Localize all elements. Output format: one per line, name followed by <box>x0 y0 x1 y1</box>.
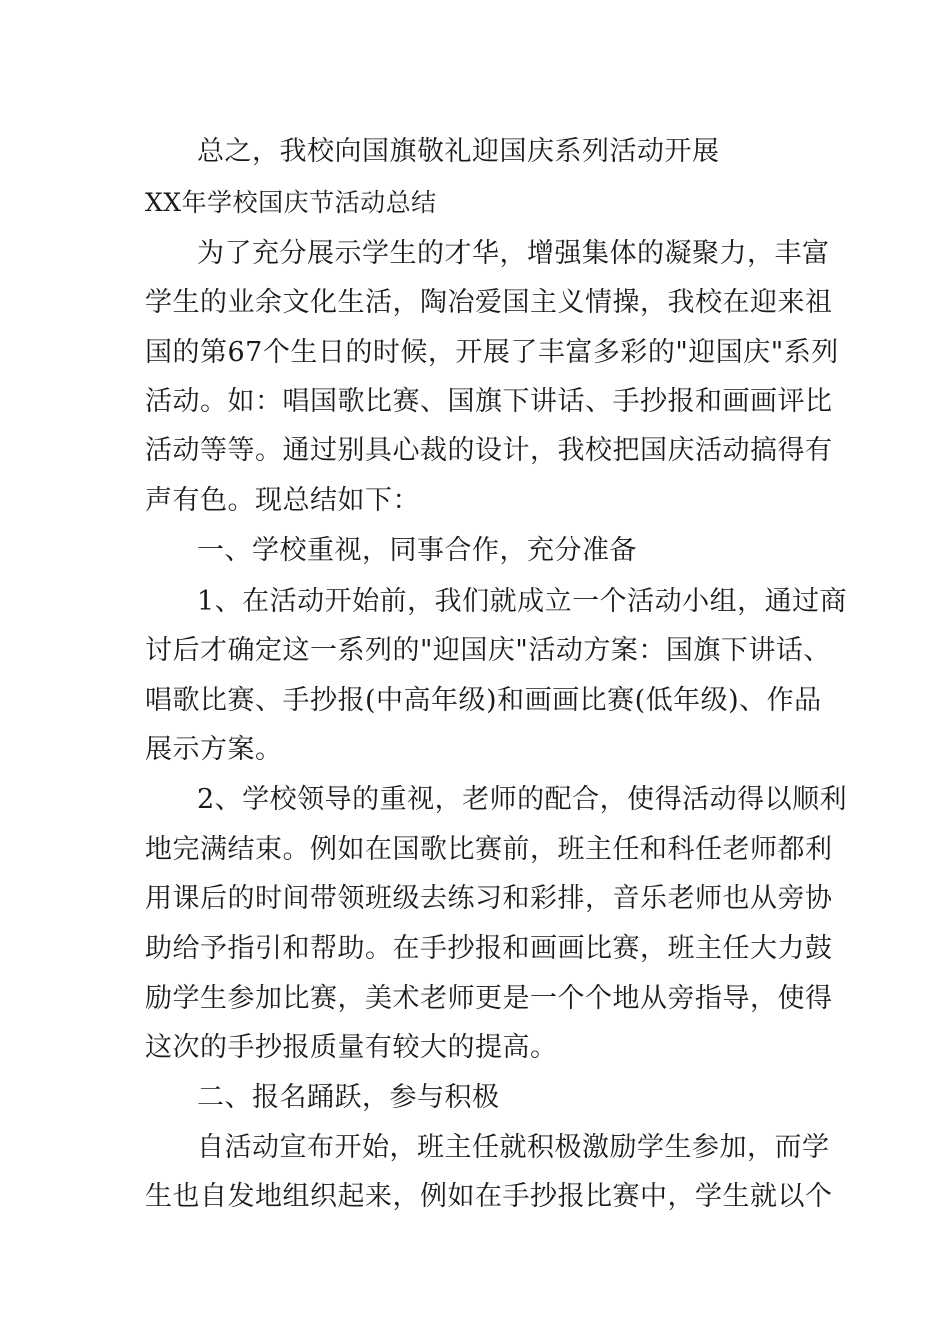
paragraph-line: 生也自发地组织起来，例如在手抄报比赛中，学生就以个 <box>145 1181 833 1212</box>
paragraph-line: 为了充分展示学生的才华，增强集体的凝聚力，丰富 <box>197 238 830 269</box>
paragraph-line: 助给予指引和帮助。在手抄报和画画比赛，班主任大力鼓 <box>145 933 833 964</box>
paragraph-line: 学生的业余文化生活，陶冶爱国主义情操，我校在迎来祖 <box>145 287 833 318</box>
paragraph-line: 这次的手抄报质量有较大的提高。 <box>145 1032 558 1063</box>
paragraph-line: 自活动宣布开始，班主任就积极激励学生参加，而学 <box>197 1132 830 1163</box>
paragraph-line: 展示方案。 <box>145 734 283 765</box>
paragraph-line: 总之，我校向国旗敬礼迎国庆系列活动开展 <box>197 136 720 167</box>
paragraph-line: 声有色。现总结如下： <box>145 485 420 516</box>
paragraph-line: 讨后才确定这一系列的"迎国庆"活动方案：国旗下讲话、 <box>145 635 831 666</box>
section-heading: 一、学校重视，同事合作，充分准备 <box>197 535 637 566</box>
paragraph-line: 2、学校领导的重视，老师的配合，使得活动得以顺利 <box>197 784 848 815</box>
paragraph-line: 活动等等。通过别具心裁的设计，我校把国庆活动搞得有 <box>145 435 833 466</box>
paragraph-line: 地完满结束。例如在国歌比赛前，班主任和科任老师都利 <box>145 834 833 865</box>
paragraph-line: 励学生参加比赛，美术老师更是一个个地从旁指导，使得 <box>145 983 833 1014</box>
paragraph-line: 用课后的时间带领班级去练习和彩排，音乐老师也从旁协 <box>145 883 833 914</box>
document-title: XX年学校国庆节活动总结 <box>145 188 437 217</box>
paragraph-line: 国的第67个生日的时候，开展了丰富多彩的"迎国庆"系列 <box>145 337 839 368</box>
paragraph-line: 唱歌比赛、手抄报(中高年级)和画画比赛(低年级)、作品 <box>145 685 822 716</box>
section-heading: 二、报名踊跃，参与积极 <box>197 1082 500 1113</box>
paragraph-line: 1、在活动开始前，我们就成立一个活动小组，通过商 <box>197 586 848 617</box>
paragraph-line: 活动。如：唱国歌比赛、国旗下讲话、手抄报和画画评比 <box>145 386 833 417</box>
